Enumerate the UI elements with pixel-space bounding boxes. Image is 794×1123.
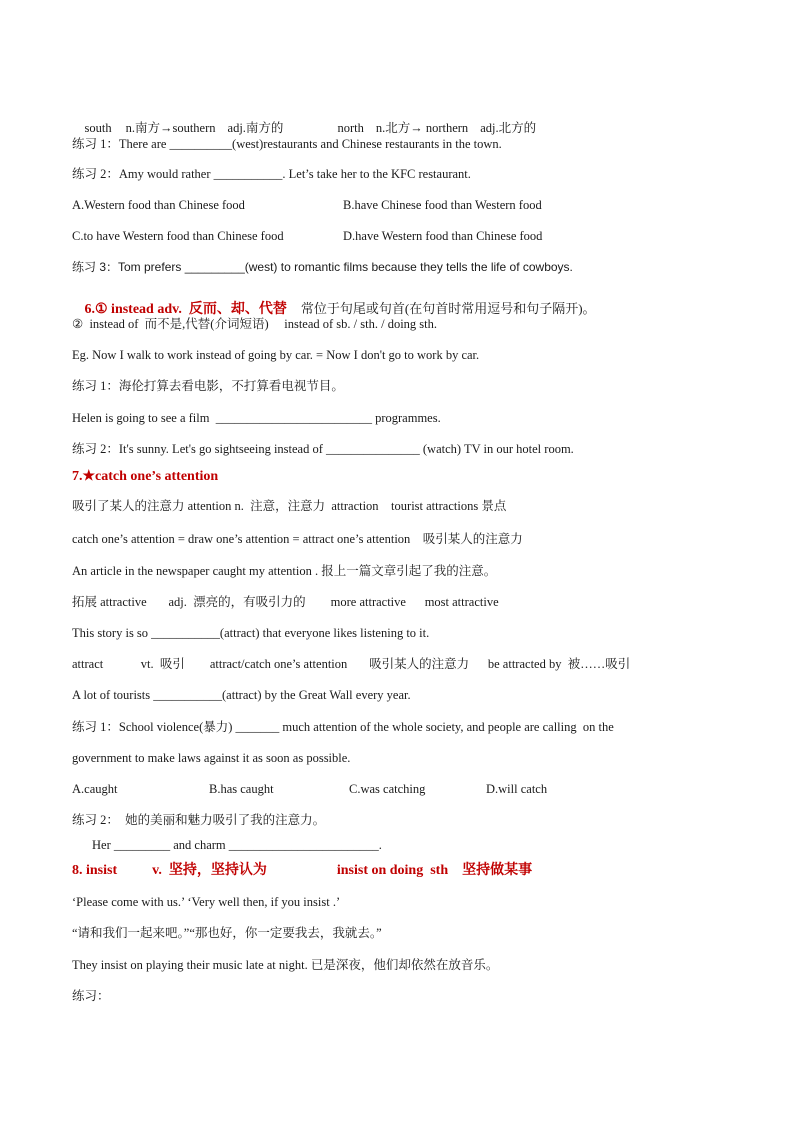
violence-option-d: D.will catch <box>486 782 548 796</box>
violence-option-a: A.caught <box>72 782 118 796</box>
exercise-helen-cn: 练习 1：海伦打算去看电影，不打算看电视节目。 <box>72 379 344 393</box>
violence-exercise: 练习 1：School violence(暴力) _______ much attention of the whole society, and people are calling on the <box>72 720 614 734</box>
word-north: north <box>337 121 364 135</box>
insist-quote-cn: “请和我们一起来吧。”“那也好，你一定要我去，我就去。” <box>72 926 382 940</box>
insist-example: They insist on playing their music late at night. 已是深夜，他们却依然在放音乐。 <box>72 958 499 972</box>
exercise-helen-en: Helen is going to see a film _________________________ programmes. <box>72 411 441 425</box>
option-c: C.to have Western food than Chinese food <box>72 229 284 243</box>
beauty-exercise-cn: 练习 2： 她的美丽和魅力吸引了我的注意力。 <box>72 813 326 827</box>
exercise-3-tom: 练习 3：Tom prefers _________(west) to romantic films because they tells the life of cowboys. <box>72 260 573 274</box>
attractive-extension: 拓展 attractive adj. 漂亮的，有吸引力的 more attractive most attractive <box>72 595 499 609</box>
south-adj: adj.南方的 <box>227 121 284 135</box>
north-adj: adj.北方的 <box>480 121 537 135</box>
heading-6-title: 6.① instead adv. 反而、却、代替 <box>84 302 287 317</box>
attention-example: An article in the newspaper caught my attention . 报上一篇文章引起了我的注意。 <box>72 564 497 578</box>
word-south: south <box>84 121 112 135</box>
option-d: D.have Western food than Chinese food <box>343 229 543 243</box>
tourists-exercise: A lot of tourists ___________(attract) by the Great Wall every year. <box>72 688 411 702</box>
violence-option-c: C.was catching <box>349 782 426 796</box>
option-b: B.have Chinese food than Western food <box>343 198 542 212</box>
attract-verb: attract vt. 吸引 attract/catch one’s attention 吸引某人的注意力 be attracted by 被……吸引 <box>72 657 631 671</box>
heading-7: 7.★catch one’s attention <box>72 469 219 484</box>
violence-exercise-cont: government to make laws against it as soon as possible. <box>72 751 351 765</box>
option-a: A.Western food than Chinese food <box>72 198 245 212</box>
insist-quote-en: ‘Please come with us.’ ‘Very well then, if you insist .’ <box>72 895 341 909</box>
beauty-exercise-en: Her _________ and charm ________________________. <box>92 838 382 852</box>
exercise-2-amy: 练习 2：Amy would rather ___________. Let’s take her to the KFC restaurant. <box>72 167 471 181</box>
exercise-sightseeing: 练习 2：It's sunny. Let's go sightseeing instead of _______________ (watch) TV in our hotel room. <box>72 442 574 456</box>
story-exercise: This story is so ___________(attract) that everyone likes listening to it. <box>72 626 430 640</box>
south-noun: n.南方→southern <box>125 121 216 135</box>
north-noun: n.北方→ northern <box>375 121 469 135</box>
heading-6-note: 常位于句尾或句首(在句首时常用逗号和句子隔开)。 <box>300 301 596 316</box>
heading-8: 8. insist v. 坚持，坚持认为 insist on doing sth 坚持做某事 <box>72 863 533 878</box>
insist-exercise-label: 练习： <box>72 989 110 1003</box>
instead-example: Eg. Now I walk to work instead of going by car. = Now I don't go to work by car. <box>72 348 480 362</box>
exercise-1-west: 练习 1：There are __________(west)restaurants and Chinese restaurants in the town. <box>72 137 502 151</box>
attention-def: 吸引了某人的注意力 attention n. 注意，注意力 attraction tourist attractions 景点 <box>72 499 507 513</box>
attention-synonyms: catch one’s attention = draw one’s attention = attract one’s attention 吸引某人的注意力 <box>72 532 523 546</box>
violence-option-b: B.has caught <box>209 782 274 796</box>
instead-of-line: ② instead of 而不是,代替(介词短语) instead of sb. / sth. / doing sth. <box>72 317 438 331</box>
